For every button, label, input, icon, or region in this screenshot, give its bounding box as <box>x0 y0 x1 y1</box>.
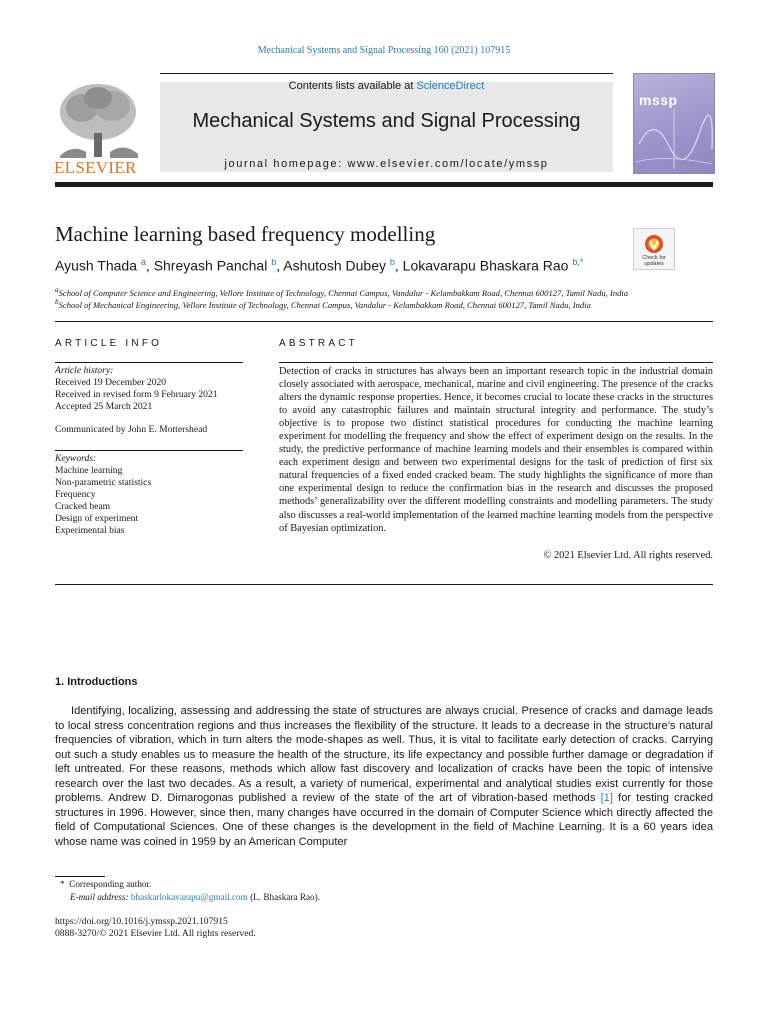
divider-rule <box>55 584 713 585</box>
affiliation-mark: b <box>55 298 59 306</box>
keyword-item: Machine learning <box>55 465 123 476</box>
top-rule <box>160 73 613 74</box>
crossmark-line2: updates <box>644 261 664 267</box>
divider-rule <box>55 321 713 322</box>
author-affiliation-mark[interactable]: a <box>140 257 146 267</box>
elsevier-wordmark: ELSEVIER <box>54 158 137 177</box>
email-suffix: (L. Bhaskara Rao). <box>247 892 320 902</box>
email-note <box>70 892 320 902</box>
author-name[interactable]: Lokavarapu Bhaskara Rao <box>402 257 569 274</box>
abstract-heading: ABSTRACT <box>279 338 358 349</box>
cover-wave-art <box>634 74 714 173</box>
cover-title: mssp <box>639 92 678 108</box>
article-info-heading: ARTICLE INFO <box>55 338 163 349</box>
journal-citation[interactable]: Mechanical Systems and Signal Processing 160 (2021) 107915 <box>257 45 511 56</box>
revised-date: Received in revised form 9 February 2021 <box>55 389 218 400</box>
affiliation-text: School of Mechanical Engineering, Vellore Institute of Technology, Chennai Campus, Vandalur - Kelambakkam Road, Chennai 600127, Tamil Nadu, India <box>58 299 591 310</box>
keyword-item: Frequency <box>55 489 96 500</box>
email-link[interactable]: bhaskarlokavarapu@gmail.com <box>130 892 248 902</box>
abstract-rule <box>279 362 713 363</box>
author-name[interactable]: Ashutosh Dubey <box>283 257 386 274</box>
header-thick-rule <box>55 182 713 187</box>
reference-link[interactable]: [1] <box>600 792 613 804</box>
keyword-list <box>55 465 151 537</box>
journal-title: Mechanical Systems and Signal Processing <box>192 110 581 132</box>
contents-prefix: Contents lists available at <box>288 80 417 92</box>
author-affiliation-mark[interactable]: b <box>389 257 395 267</box>
intro-text: Identifying, localizing, assessing and addressing the state of structures are always crucial. Presence of cracks and damage leads to local stress concentration regions and thus increases the flexibility of the structure. It leads to a decrease in the structure’s natural frequencies of vibration, which in turn alters the mode-shapes as well. Thus, it is vital to facilitate early detection of cracks. Carrying out such a study enables us to measure the health of the structure, its life expectancy and possible further damage or degradation if left untreated. For these reasons, methods which allow fast discovery and localization of cracks have been the topic of intensive research over the last two decades. As a result, a variety of numerical, experimental and analytical studies exist currently for those problems. Andrew D. Dimarogonas published a review of the state of the art of vibration-based methods <box>55 705 713 804</box>
author-affiliation-mark[interactable]: b <box>271 257 277 267</box>
keywords-label: Keywords: <box>55 453 97 464</box>
affiliation-mark: a <box>55 286 59 294</box>
author-separator: , <box>145 257 154 274</box>
affiliation-a <box>55 286 628 298</box>
intro-text: for testing cracked structures in 1996. However, since then, many changes have occurred in the domain of Computer Science which directly affected the field of Computational Sciences. One of these changes is the development in the field of Machine Learning. It is a 60 years idea whose name was coined in 1959 by an American Computer <box>55 792 713 848</box>
keywords-rule <box>55 450 243 451</box>
received-date: Received 19 December 2020 <box>55 377 167 388</box>
journal-cover-image[interactable] <box>633 73 715 174</box>
issn-copyright: 0888-3270/© 2021 Elsevier Ltd. All rights reserved. <box>55 928 256 939</box>
author-list <box>55 257 583 274</box>
keyword-item: Design of experiment <box>55 513 139 524</box>
affiliation-text: School of Computer Science and Engineering, Vellore Institute of Technology, Chennai Campus, Vandalur - Kelambakkam Road, Chennai 600127, Tamil Nadu, India <box>58 287 629 298</box>
doi-link[interactable]: https://doi.org/10.1016/j.ymssp.2021.107915 <box>55 916 228 927</box>
keyword-item: Non-parametric statistics <box>55 477 152 488</box>
communicated-by: Communicated by John E. Mottershead <box>55 424 208 435</box>
introduction-paragraph <box>55 704 713 849</box>
article-info-rule <box>55 362 243 363</box>
crossmark-line1: Check for <box>642 255 666 261</box>
check-for-updates-button[interactable] <box>633 228 675 270</box>
keyword-item: Experimental bias <box>55 525 125 536</box>
article-history-label: Article history: <box>55 365 114 376</box>
section-heading-introduction: 1. Introductions <box>55 676 138 688</box>
affiliation-b <box>55 298 591 310</box>
article-title: Machine learning based frequency modelling <box>55 222 436 246</box>
asterisk-mark: * <box>60 879 65 889</box>
author-name[interactable]: Shreyash Panchal <box>153 257 268 274</box>
footnote-rule <box>55 876 105 877</box>
author-separator: , <box>394 257 403 274</box>
keyword-item: Cracked beam <box>55 501 111 512</box>
accepted-date: Accepted 25 March 2021 <box>55 401 153 412</box>
author-separator: , <box>276 257 284 274</box>
corresponding-label: Corresponding author. <box>69 879 152 889</box>
abstract-body: Detection of cracks in structures has always been an important research topic in the industrial domain closely associated with aerospace, mechanical, marine and civil engineering. The presence of the cracks alters the dynamic response properties. Hence, it becomes crucial to locate these cracks in the structures to avoid any catastrophic failures and maintain structural integrity and performance. The study’s objective is to propose two distinct statistical procedures for conducting the machine learning experiment for modelling the frequency and show the effect of experiment design on the results. In the study, the predictive performance of machine learning models and their ensembles is compared within each experiment design and between two experimental designs for the task of prediction of first six natural frequencies of a fixed ended cracked beam. The study highlights the significance of more than one experimental design to reduce the confirmation bias in the research and discusses the proposed methods’ generalizability over the different modelling constraints and modelling parameters. The study also discusses a real-world implementation of the learned machine learning models from the perspective of Bayesian optimization. <box>279 366 713 534</box>
author-name[interactable]: Ayush Thada <box>55 257 137 274</box>
abstract-copyright: © 2021 Elsevier Ltd. All rights reserved. <box>543 550 713 561</box>
email-label: E-mail address: <box>70 892 129 902</box>
author-affiliation-mark[interactable]: b,* <box>572 257 584 267</box>
journal-homepage[interactable]: journal homepage: www.elsevier.com/locate/ymssp <box>224 158 549 170</box>
corresponding-author-note <box>60 879 151 889</box>
crossmark-icon <box>634 229 674 269</box>
sciencedirect-link[interactable]: ScienceDirect <box>416 80 485 92</box>
contents-line <box>160 80 613 92</box>
